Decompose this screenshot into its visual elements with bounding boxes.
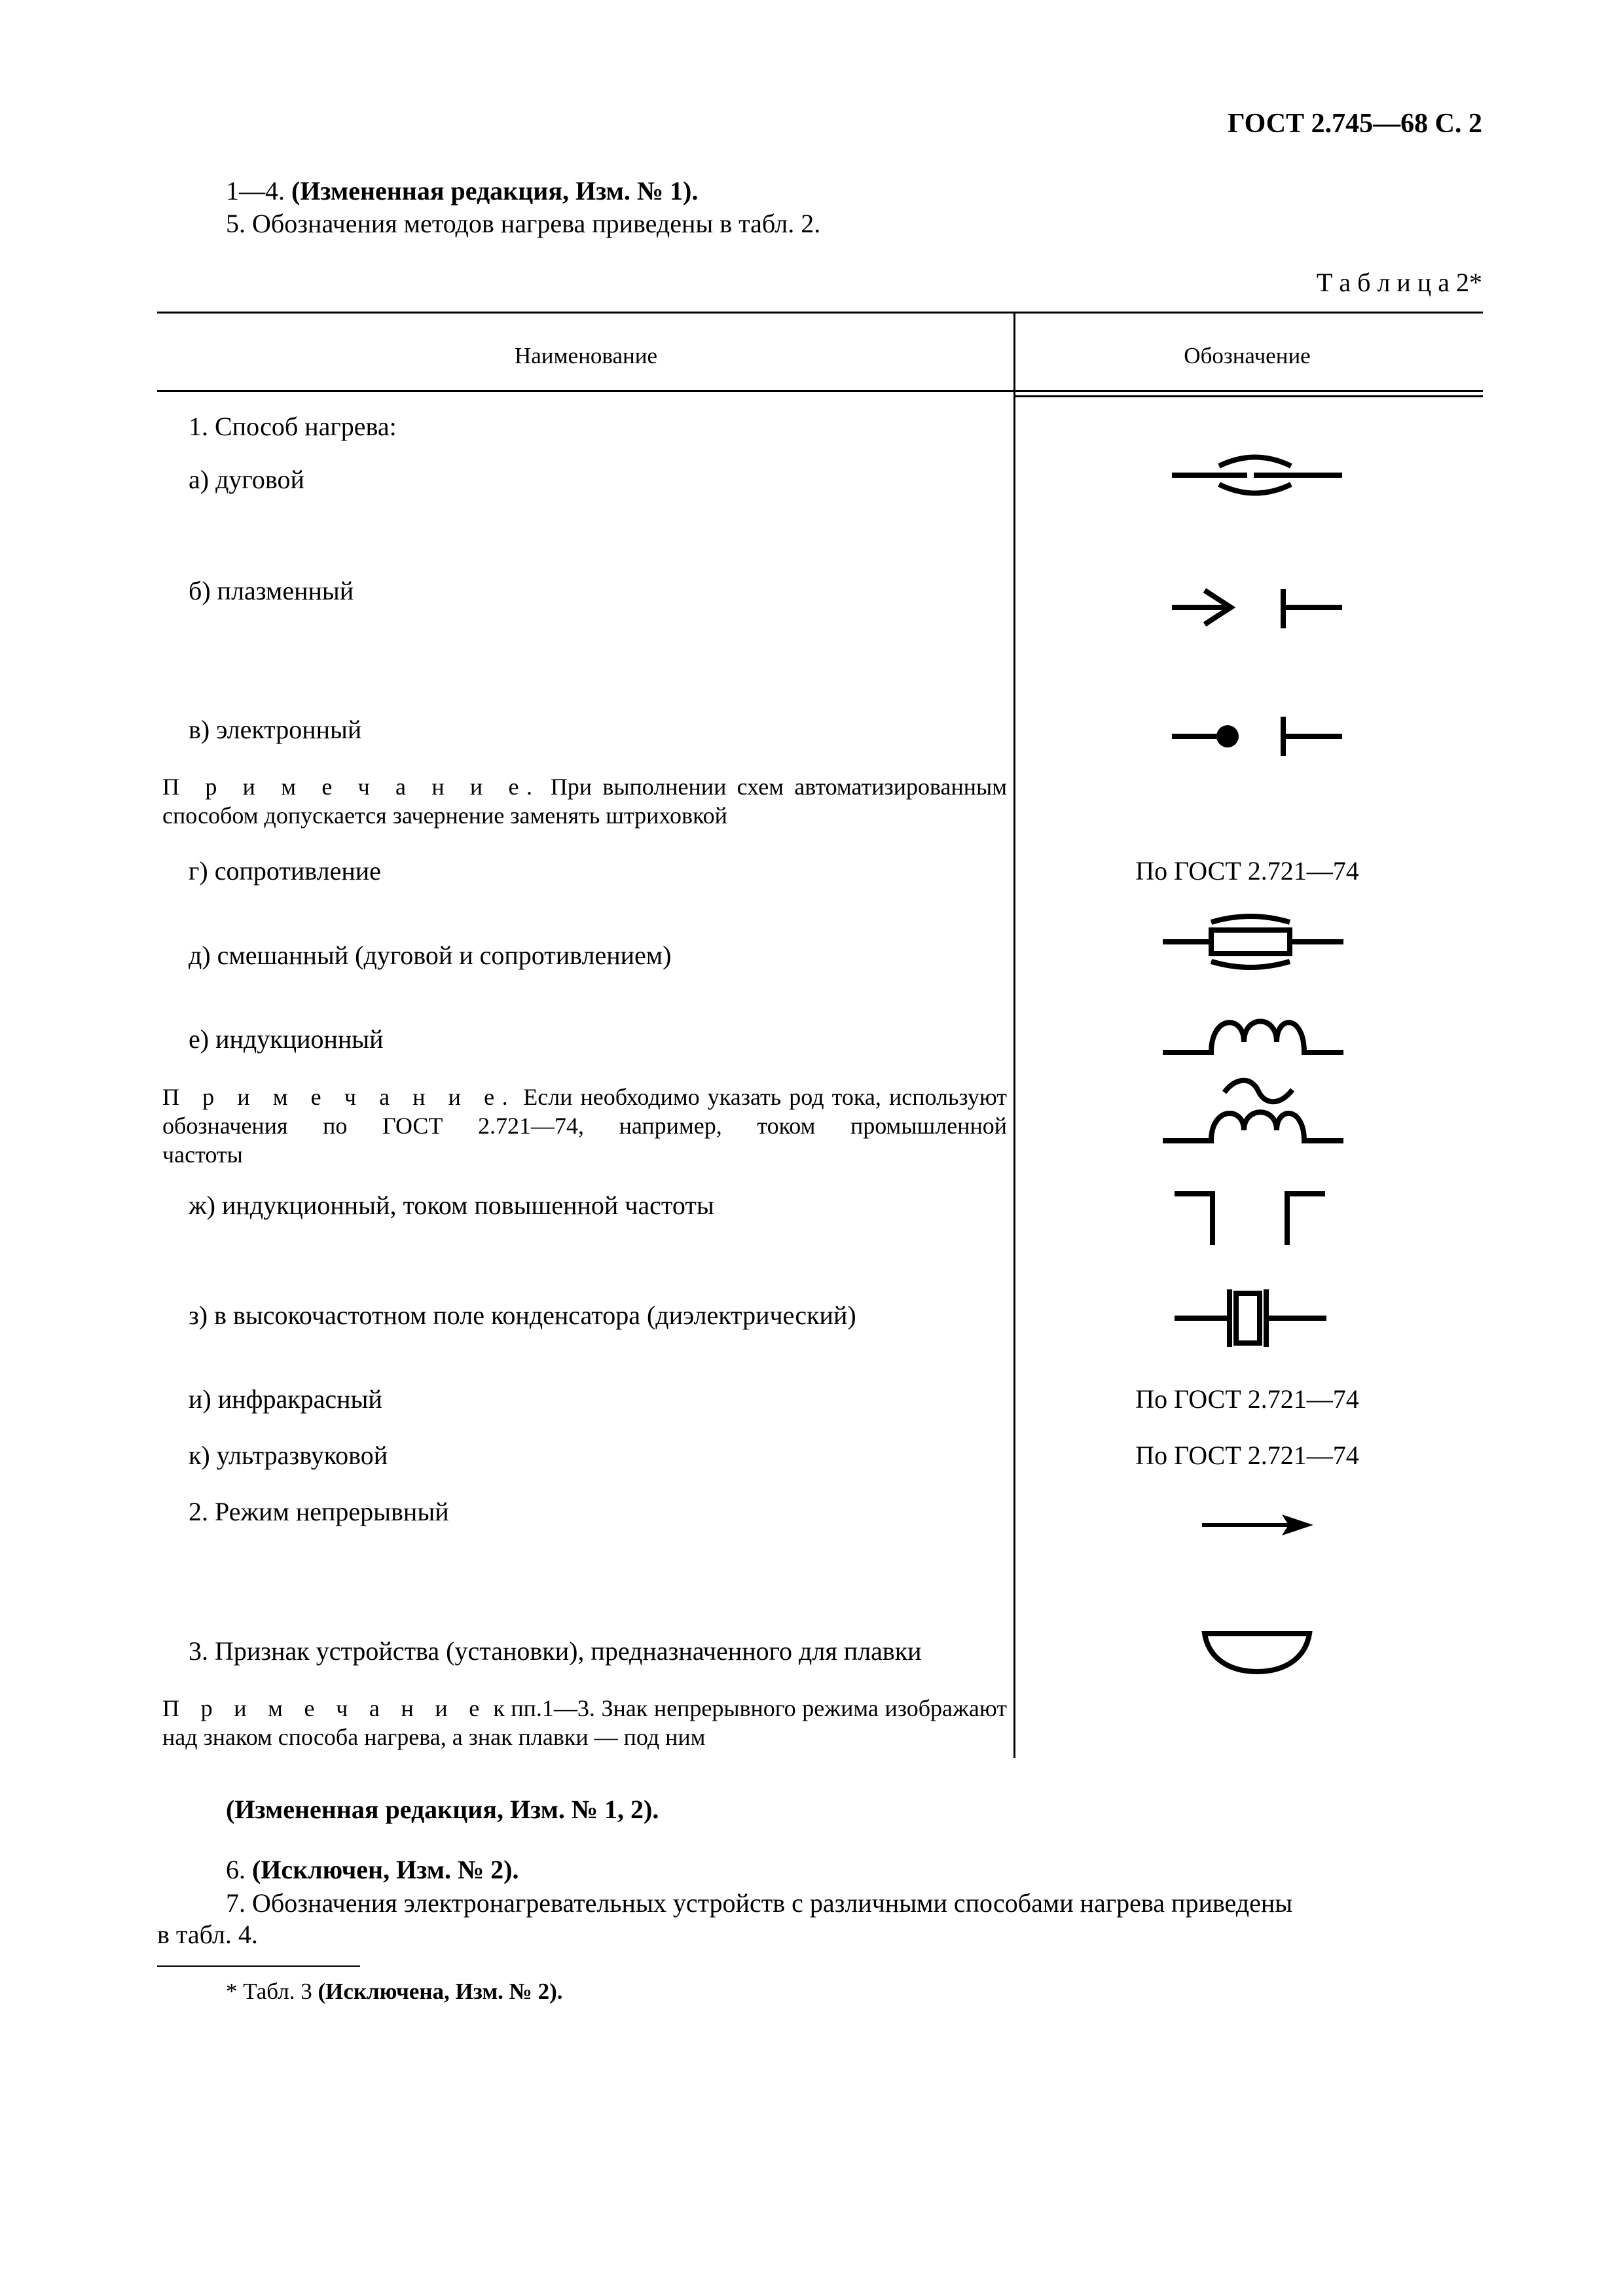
- high-frequency-induction-symbol: [1165, 1185, 1336, 1250]
- revision-note: (Измененная редакция, Изм. № 1, 2).: [226, 1795, 659, 1824]
- row-arc: а) дуговой: [189, 465, 304, 494]
- table-column-divider: [1013, 312, 1015, 1758]
- row-plasma: б) плазменный: [189, 576, 354, 605]
- row-electron: в) электронный: [189, 715, 362, 744]
- table-top-border: [157, 312, 1483, 314]
- item-7-line2: в табл. 4.: [157, 1920, 258, 1949]
- page-header: ГОСТ 2.745—68 С. 2: [1227, 109, 1482, 139]
- item-1-4-revision: (Измененная редакция, Изм. № 1).: [291, 176, 699, 206]
- row-induction: е) индукционный: [189, 1024, 384, 1054]
- row-infrared: и) инфракрасный: [189, 1384, 382, 1414]
- note-current-type: П р и м е ч а н и е. Если необходимо указать род тока, используют обозначения по ГОСТ 2.721—74, например, током промышленной частоты: [162, 1084, 1007, 1168]
- melting-sign-symbol: [1198, 1623, 1316, 1682]
- row-resistance: г) сопротивление: [189, 856, 381, 886]
- row-dielectric: з) в высокочастотном поле конденсатора (диэлектрический): [189, 1300, 856, 1330]
- designation-infrared: По ГОСТ 2.721—74: [1135, 1384, 1359, 1414]
- footnote-separator: [157, 1965, 360, 1967]
- note-label: П р и м е ч а н и е: [162, 1695, 487, 1721]
- footnote-prefix: * Табл. 3: [226, 1979, 312, 2004]
- induction-ac-example-symbol: [1159, 1077, 1349, 1155]
- arc-heating-symbol: [1165, 445, 1349, 517]
- item-6-number: 6.: [226, 1855, 246, 1884]
- row-ultrasonic: к) ультразвуковой: [189, 1441, 388, 1470]
- item-6-excluded: (Исключен, Изм. № 2).: [252, 1855, 519, 1884]
- designation-ultrasonic: По ГОСТ 2.721—74: [1135, 1441, 1359, 1470]
- row-hf-induction: ж) индукционный, током повышенной частоты: [189, 1191, 714, 1220]
- designation-resistance: По ГОСТ 2.721—74: [1135, 856, 1359, 886]
- dielectric-heating-symbol: [1165, 1276, 1336, 1361]
- table-header-border-double: [1015, 395, 1483, 397]
- row-mixed: д) смешанный (дуговой и сопротивлением): [189, 941, 672, 970]
- footnote-excluded: (Исключена, Изм. № 2).: [318, 1979, 563, 2004]
- continuous-mode-arrow: [1198, 1505, 1316, 1545]
- column-header-name: Наименование: [514, 343, 658, 368]
- item-1-4-number: 1—4.: [226, 176, 285, 206]
- row-melting-sign: 3. Признак устройства (установки), предназначенного для плавки: [189, 1636, 922, 1666]
- item-1-4: [226, 178, 698, 204]
- item-6: [226, 1857, 519, 1883]
- mixed-heating-symbol: [1159, 906, 1349, 978]
- plasma-heating-symbol: [1165, 569, 1349, 635]
- table-caption: Т а б л и ц а 2*: [1316, 268, 1482, 297]
- electron-heating-symbol: [1165, 707, 1349, 766]
- table-header-border: [157, 390, 1483, 392]
- row-continuous-mode: 2. Режим непрерывный: [189, 1497, 449, 1526]
- note-shading: П р и м е ч а н и е. При выполнении схем автоматизированным способом допускается зачернение заменять штриховкой: [162, 774, 1007, 829]
- footnote: [226, 1980, 562, 2003]
- induction-heating-symbol: [1159, 1008, 1349, 1067]
- column-header-designation: Обозначение: [1184, 343, 1311, 368]
- note-label: П р и м е ч а н и е.: [162, 774, 540, 800]
- note-label: П р и м е ч а н и е.: [162, 1084, 516, 1110]
- row-heating-method-title: 1. Способ нагрева:: [189, 412, 397, 441]
- item-7-line1: 7. Обозначения электронагревательных устройств с различными способами нагрева приведены: [226, 1888, 1293, 1918]
- note-continuous-melting: П р и м е ч а н и е к пп.1—3. Знак непрерывного режима изображают над знаком способа нагрева, а знак плавки — под ним: [162, 1695, 1008, 1750]
- item-5: 5. Обозначения методов нагрева приведены в табл. 2.: [226, 209, 821, 238]
